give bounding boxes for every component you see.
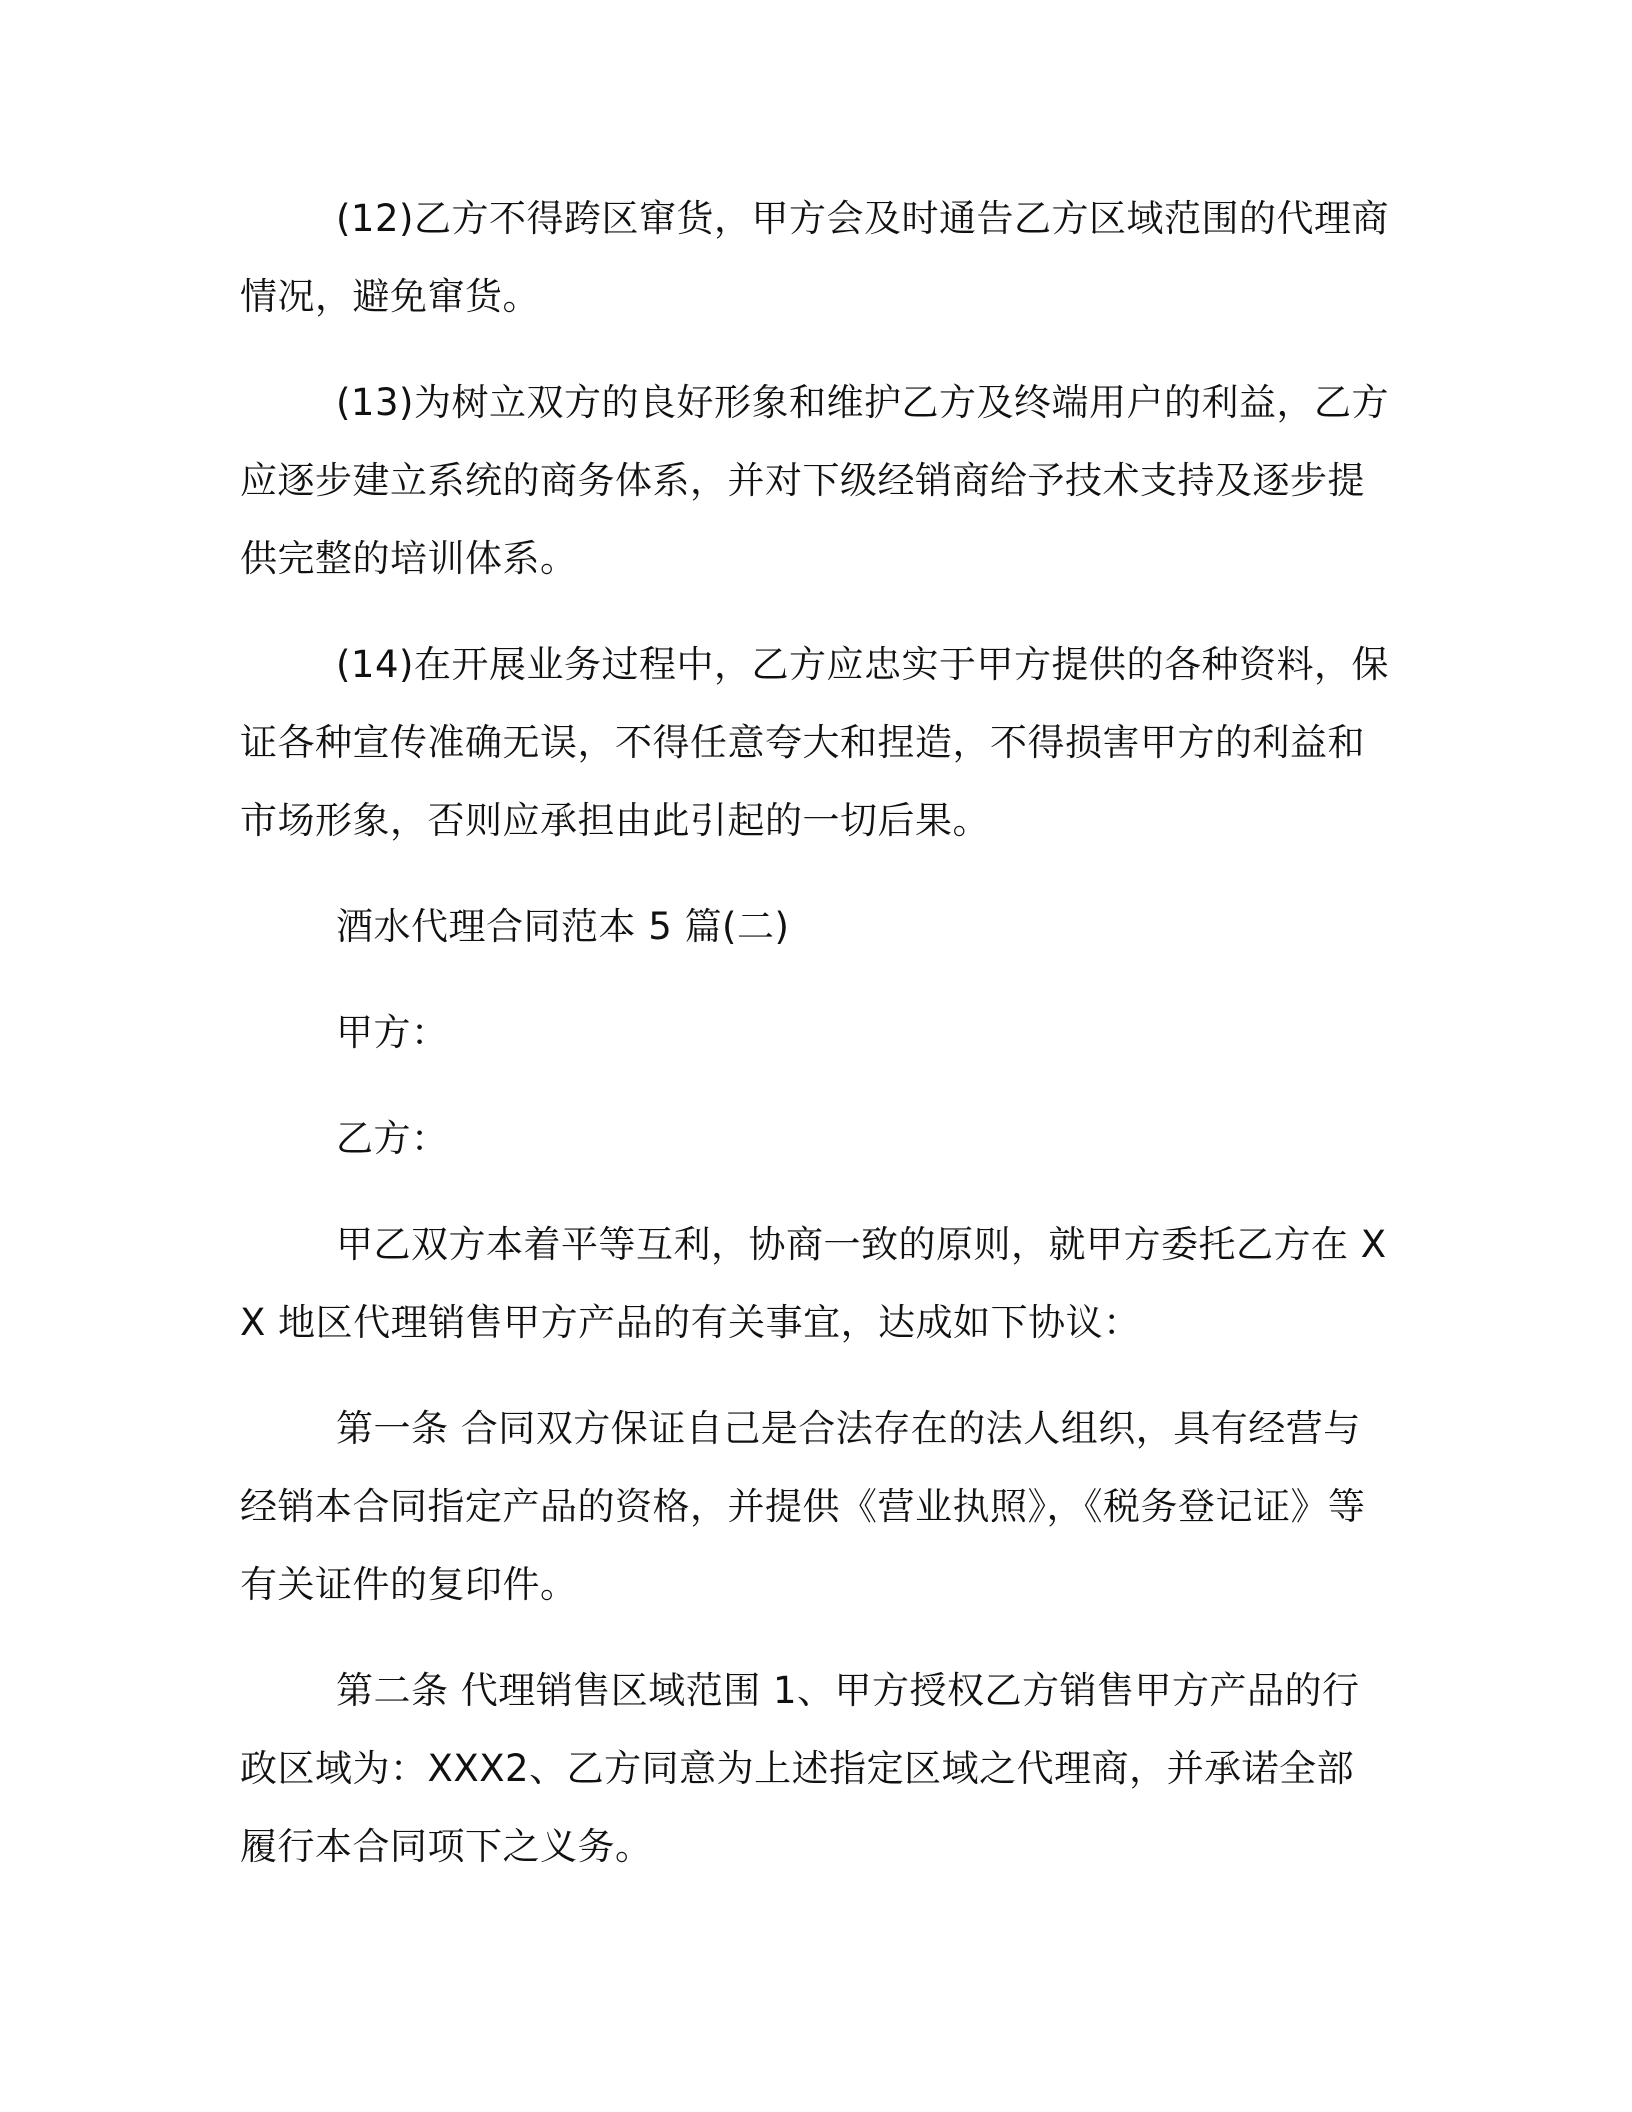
party-b-line: 乙方：	[336, 1117, 449, 1160]
party-a-line: 甲方：	[336, 1011, 449, 1054]
article-1: 第一条 合同双方保证自己是合法存在的法人组织，具有经营与经销本合同指定产品的资格，并提供《营业执照》，《税务登记证》等有关证件的复印件。	[240, 1407, 1366, 1606]
clause-13: (13)为树立双方的良好形象和维护乙方及终端用户的利益，乙方应逐步建立系统的商务体系，并对下级经销商给予技术支持及逐步提供完整的培训体系。	[240, 381, 1389, 580]
clause-12: (12)乙方不得跨区窜货，甲方会及时通告乙方区域范围的代理商情况，避免窜货。	[240, 197, 1389, 318]
section-title: 酒水代理合同范本 5 篇(二)	[336, 905, 790, 948]
agreement-preamble: 甲乙双方本着平等互利，协商一致的原则，就甲方委托乙方在 XX 地区代理销售甲方产品的有关事宜，达成如下协议：	[240, 1223, 1387, 1344]
document-body	[240, 180, 1390, 1914]
clause-14: (14)在开展业务过程中，乙方应忠实于甲方提供的各种资料，保证各种宣传准确无误，不得任意夸大和捏造，不得损害甲方的利益和市场形象，否则应承担由此引起的一切后果。	[240, 643, 1389, 842]
article-2: 第二条 代理销售区域范围 1、甲方授权乙方销售甲方产品的行政区域为：XXX2、乙方同意为上述指定区域之代理商，并承诺全部履行本合同项下之义务。	[240, 1669, 1360, 1868]
